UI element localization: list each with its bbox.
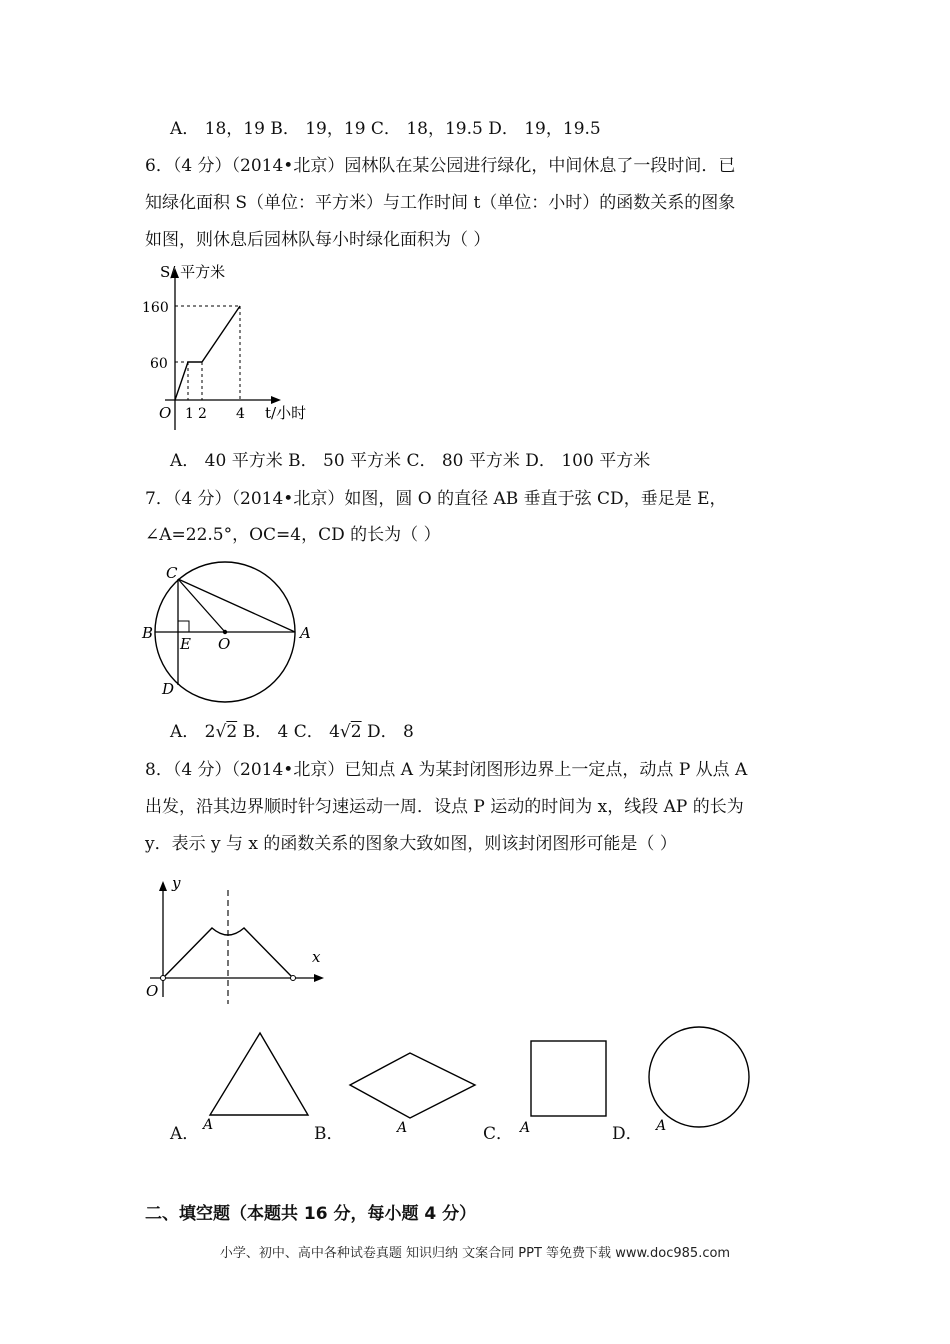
- q8-option-c-label: C．: [483, 1124, 514, 1144]
- q6-label-4: 4: [236, 406, 245, 422]
- q6-label-2: 2: [198, 406, 207, 422]
- q7-stem-line2: ∠A=22.5°，OC=4，CD 的长为（ ）: [145, 525, 441, 545]
- q6-stem-line2: 知绿化面积 S（单位：平方米）与工作时间 t（单位：小时）的函数关系的图象: [145, 193, 736, 213]
- q7-opt-bc: B． 4 C． 4: [237, 722, 340, 742]
- q8-origin-label: O: [146, 982, 159, 1000]
- q6-origin: O: [159, 404, 172, 422]
- q8-opt-b-point: A: [397, 1120, 408, 1136]
- q8-x-label: x: [312, 948, 321, 966]
- q7-label-c: C: [166, 564, 178, 582]
- q8-origin-point: [161, 976, 166, 981]
- q7-label-b: B: [142, 624, 154, 642]
- q7-options: [170, 721, 414, 743]
- q8-option-a-triangle: [200, 1030, 310, 1133]
- q6-x-arrow: [271, 396, 281, 404]
- q6-function-line: [175, 306, 240, 400]
- q8-option-b-label: B．: [314, 1124, 344, 1144]
- section-2-heading: 二、填空题（本题共 16 分，每小题 4 分）: [145, 1204, 477, 1224]
- q7-label-a: A: [300, 624, 311, 642]
- q6-label-1: 1: [185, 406, 194, 422]
- q8-option-d-label: D．: [612, 1124, 643, 1144]
- q7-label-o: O: [218, 635, 231, 653]
- q7-segment-ca: [178, 579, 295, 632]
- q7-center-dot: [223, 630, 227, 634]
- q7-opt-a-radicand: 2: [226, 722, 238, 742]
- q6-stem-line1: 6．（4 分）（2014•北京）园林队在某公园进行绿化，中间休息了一段时间．已: [145, 156, 736, 176]
- q8-x-arrow: [314, 974, 324, 982]
- q8-y-label: y: [172, 874, 181, 892]
- q7-opt-d: D． 8: [361, 722, 414, 742]
- q6-function-graph: [140, 262, 340, 437]
- q7-stem-line1: 7．（4 分）（2014•北京）如图，圆 O 的直径 AB 垂直于弦 CD，垂足是 E，: [145, 489, 727, 509]
- q7-opt-c-radicand: 2: [350, 722, 362, 742]
- q7-opt-a-prefix: A． 2: [170, 722, 216, 742]
- q7-label-e: E: [180, 635, 191, 653]
- q7-label-d: D: [162, 680, 175, 698]
- q8-option-b-rhombus: [345, 1050, 485, 1136]
- q5-options: A． 18，19 B． 19，19 C． 18，19.5 D． 19，19.5: [170, 119, 601, 139]
- q7-circle-figure: [138, 562, 338, 702]
- q6-xlabel: t/小时: [265, 404, 307, 422]
- q8-function-graph: [140, 872, 340, 1007]
- q7-right-angle-mark: [178, 621, 189, 632]
- q8-option-d-circle: [645, 1025, 760, 1135]
- q8-stem-line2: 出发，沿其边界顺时针匀速运动一周．设点 P 运动的时间为 x，线段 AP 的长为: [145, 797, 744, 817]
- q6-stem-line3: 如图，则休息后园林队每小时绿化面积为（ ）: [145, 230, 491, 250]
- q7-segment-co: [178, 579, 225, 632]
- q8-option-c-square: [518, 1038, 618, 1138]
- q6-label-160: 160: [142, 300, 169, 316]
- q8-end-point: [291, 976, 296, 981]
- q6-ylabel: S/ 平方米: [160, 263, 226, 281]
- q6-label-60: 60: [150, 356, 168, 372]
- q8-option-a-label: A．: [170, 1124, 200, 1144]
- q8-opt-a-point: A: [203, 1117, 214, 1133]
- q8-opt-c-point: A: [520, 1120, 531, 1136]
- q8-opt-d-point: A: [656, 1118, 667, 1134]
- q8-y-arrow: [159, 881, 167, 891]
- q8-stem-line3: y．表示 y 与 x 的函数关系的图象大致如图，则该封闭图形可能是（ ）: [145, 834, 677, 854]
- q8-stem-line1: 8．（4 分）（2014•北京）已知点 A 为某封闭图形边界上一定点，动点 P 从点 A: [145, 760, 748, 780]
- q7-sqrt-sign-c: √: [339, 722, 351, 742]
- q6-options: A． 40 平方米 B． 50 平方米 C． 80 平方米 D． 100 平方米: [170, 451, 651, 471]
- page-footer: 小学、初中、高中各种试卷真题 知识归纳 文案合同 PPT 等免费下载 www.doc985.com: [219, 1246, 731, 1261]
- q7-sqrt-sign-a: √: [215, 722, 227, 742]
